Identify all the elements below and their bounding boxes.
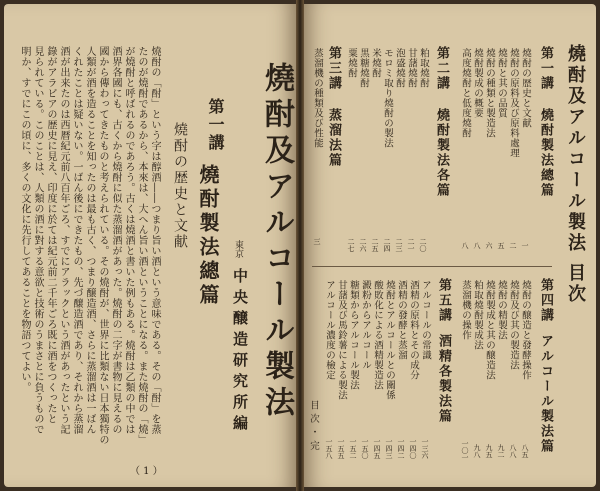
toc-entry: 燒酎の歴史と文献 (520, 48, 531, 128)
toc-page-number: 二一 (407, 238, 415, 252)
toc-page-number: 二三 (395, 238, 403, 252)
toc-entry: 粕取燒酎製成法 (472, 280, 483, 350)
toc-entry: 酒精の原料とその成分 (408, 280, 419, 380)
toc-page-number: 五 (497, 242, 505, 249)
right-page-toc (304, 4, 596, 487)
toc-page-number: 一五八 (325, 438, 333, 459)
toc-entry: 燒酎及び其の製造法 (508, 280, 519, 370)
chapter-label: 第五講 (436, 278, 451, 323)
toc-page-number: 一 (521, 242, 529, 249)
toc-page-number: 二四 (383, 238, 391, 252)
toc-page-number: 一四〇 (409, 438, 417, 459)
body-text-col (122, 46, 135, 446)
body-text-col (148, 46, 161, 446)
body-line: たのが燒酎であるから、本來は、大へん旨い酒ということになる。また燒酎の「燒」 (136, 46, 147, 445)
chapter-title: 燒酎製法總篇 (538, 108, 553, 198)
toc-page-number: 三 (313, 238, 321, 245)
body-line: 燒酎の「酎」という字は醇酒――つまり旨い酒という意味である。その「酎」を蒸 (149, 46, 160, 435)
toc-page-number: 一四五 (373, 438, 381, 459)
body-text-col (109, 46, 122, 446)
body-text-col (70, 46, 83, 446)
toc-page-number: 九八 (473, 444, 481, 458)
chapter-label: 第四講 (538, 278, 553, 323)
body-line: が燒酎と呼ばれるのであろう。古くは燒酒と書いた例もある。燒酎は乙類の中では (123, 46, 134, 435)
body-text-col (83, 46, 96, 446)
body-text-col (135, 46, 148, 446)
toc-entry: 米燒酎 (370, 48, 381, 78)
lecture-title: 燒酎製法總篇 (196, 164, 220, 308)
page-number: （ 1 ） (130, 466, 163, 477)
toc-page-number: 二七 (347, 238, 355, 252)
left-page (4, 4, 296, 487)
toc-page-number: 八五 (521, 444, 529, 458)
toc-entry: 燒酎製成と其の醸造法 (484, 280, 495, 380)
divider-rule (312, 266, 552, 267)
toc-entry: 糖類からアルコール製法 (348, 280, 359, 390)
toc-entry: アルコール濃度の檢定 (324, 280, 335, 380)
toc-entry: 酒精の發酵と蒸溜 (396, 280, 407, 360)
toc-page-number: 一五二 (349, 438, 357, 459)
toc-entry: アルコールの常識 (420, 280, 431, 360)
toc-entry: 泡盛燒酎 (394, 48, 405, 88)
publisher-name: 中央醸造研究所編 (231, 268, 249, 436)
toc-entry: 燒酎とアルコールとの關係 (384, 280, 395, 400)
toc-entry: 高度燒酎と低度燒酎 (460, 48, 471, 138)
body-line: 人類が酒を造ることを知ったのは最も古く、つまり醸造酒、さらに蒸溜酒は一ばん (84, 46, 95, 435)
toc-entry: モロミ取り燒酎の製法 (382, 48, 393, 148)
toc-page-number: 二 (509, 242, 517, 249)
toc-page-number: 一五五 (337, 438, 345, 459)
chapter-label: 第三講 (326, 46, 341, 91)
toc-page-number: 二〇 (419, 238, 427, 252)
toc-page-number: 八八 (509, 444, 517, 458)
book-gutter (296, 0, 304, 491)
lecture-label: 第一講 (206, 98, 225, 152)
toc-entry: 粕取燒酎 (418, 48, 429, 88)
chapter-title: 燒酎製法各篇 (434, 108, 449, 198)
toc-end-mark: 目 次 ・ 完 (308, 400, 319, 451)
toc-page-number: 一四二 (397, 438, 405, 459)
body-line: 酒が出来たのは西暦紀元前八百年ごろ、すでにアラックという酒があったという記 (58, 46, 69, 435)
toc-entry: 粟燒酎 (346, 48, 357, 78)
toc-entry: 燒酎の種類と製造法 (484, 48, 495, 138)
toc-entry: 燒酎の精製法 (496, 280, 507, 340)
toc-page-number: 一三六 (421, 438, 429, 459)
toc-entry: 甘藷及び馬鈴薯による製法 (336, 280, 347, 400)
toc-entry: 燒酎製成の概要 (472, 48, 483, 118)
toc-page-number: 六 (485, 242, 493, 249)
toc-entry: 燒酎の原料及び原料處理 (508, 48, 519, 158)
chapter-title: 酒精各製法篇 (436, 334, 451, 424)
toc-page-number: 八 (461, 242, 469, 249)
toc-page-number: 一五〇 (361, 438, 369, 459)
toc-page-number: 二六 (359, 238, 367, 252)
body-text-col (44, 46, 57, 446)
toc-entry: 蒸溜機の操作 (460, 280, 471, 340)
body-line: 酒界各國にも、古くから燒酎に似た蒸溜酒があった。燒酎の二字が書物に見えるの (110, 46, 121, 435)
body-text-col (57, 46, 70, 446)
toc-entry: 甘藷燒酎 (406, 48, 417, 88)
body-line: 見られている。このことは、人類の酒に對する意欲と技術のうまさとに負うもので (32, 46, 43, 435)
publisher-city: 東京 (233, 240, 243, 258)
section-title: 燒酎の歴史と文献 (172, 122, 188, 250)
toc-entry: 燒酎と其の品質 (496, 48, 507, 118)
toc-entry: 酸敗化による酒精製造法 (372, 280, 383, 390)
toc-page-number: 九五 (485, 444, 493, 458)
chapter-label: 第一講 (538, 46, 553, 91)
body-text-col (31, 46, 44, 446)
chapter-label: 第二講 (434, 46, 449, 91)
toc-entry: 燒酎の醸造と發酵操作 (520, 280, 531, 380)
body-line: 錄がアラビアの歴史に見え、印度に於ては紀元前二千年ごろ既に酒をつくったと (45, 46, 56, 424)
body-line: 國から傳わってきたものと考えられている。その燒酎が、世界に比類ない日本獨特の (97, 46, 108, 445)
body-text-col (96, 46, 109, 446)
toc-title: 燒酎及アルコール製法 目次 (565, 44, 586, 306)
toc-page-number: 九二 (497, 444, 505, 458)
chapter-title: 蒸溜法篇 (326, 108, 341, 168)
chapter-title: アルコール製法篇 (538, 334, 553, 454)
toc-entry: 黒糖燒酎 (358, 48, 369, 88)
toc-page-number: 八 (473, 242, 481, 249)
toc-page-number: 一〇一 (461, 440, 469, 461)
book-title: 燒酎及アルコール製法 (259, 62, 294, 422)
body-line: くれたことは疑いない。一ばん後にできたもの、先づ醸造酒であり、それから蒸溜 (71, 46, 82, 435)
toc-entry: 澱粉からアルコール (360, 280, 371, 370)
toc-page-number: 一四三 (385, 438, 393, 459)
body-line: 明か、すでにこの頃に、多くの文化に先行してあることを物語つてよい。 (19, 46, 30, 393)
toc-page-number: 二五 (371, 238, 379, 252)
body-text (18, 46, 31, 446)
toc-entry: 蒸溜機の種類及び性能 (312, 48, 323, 148)
